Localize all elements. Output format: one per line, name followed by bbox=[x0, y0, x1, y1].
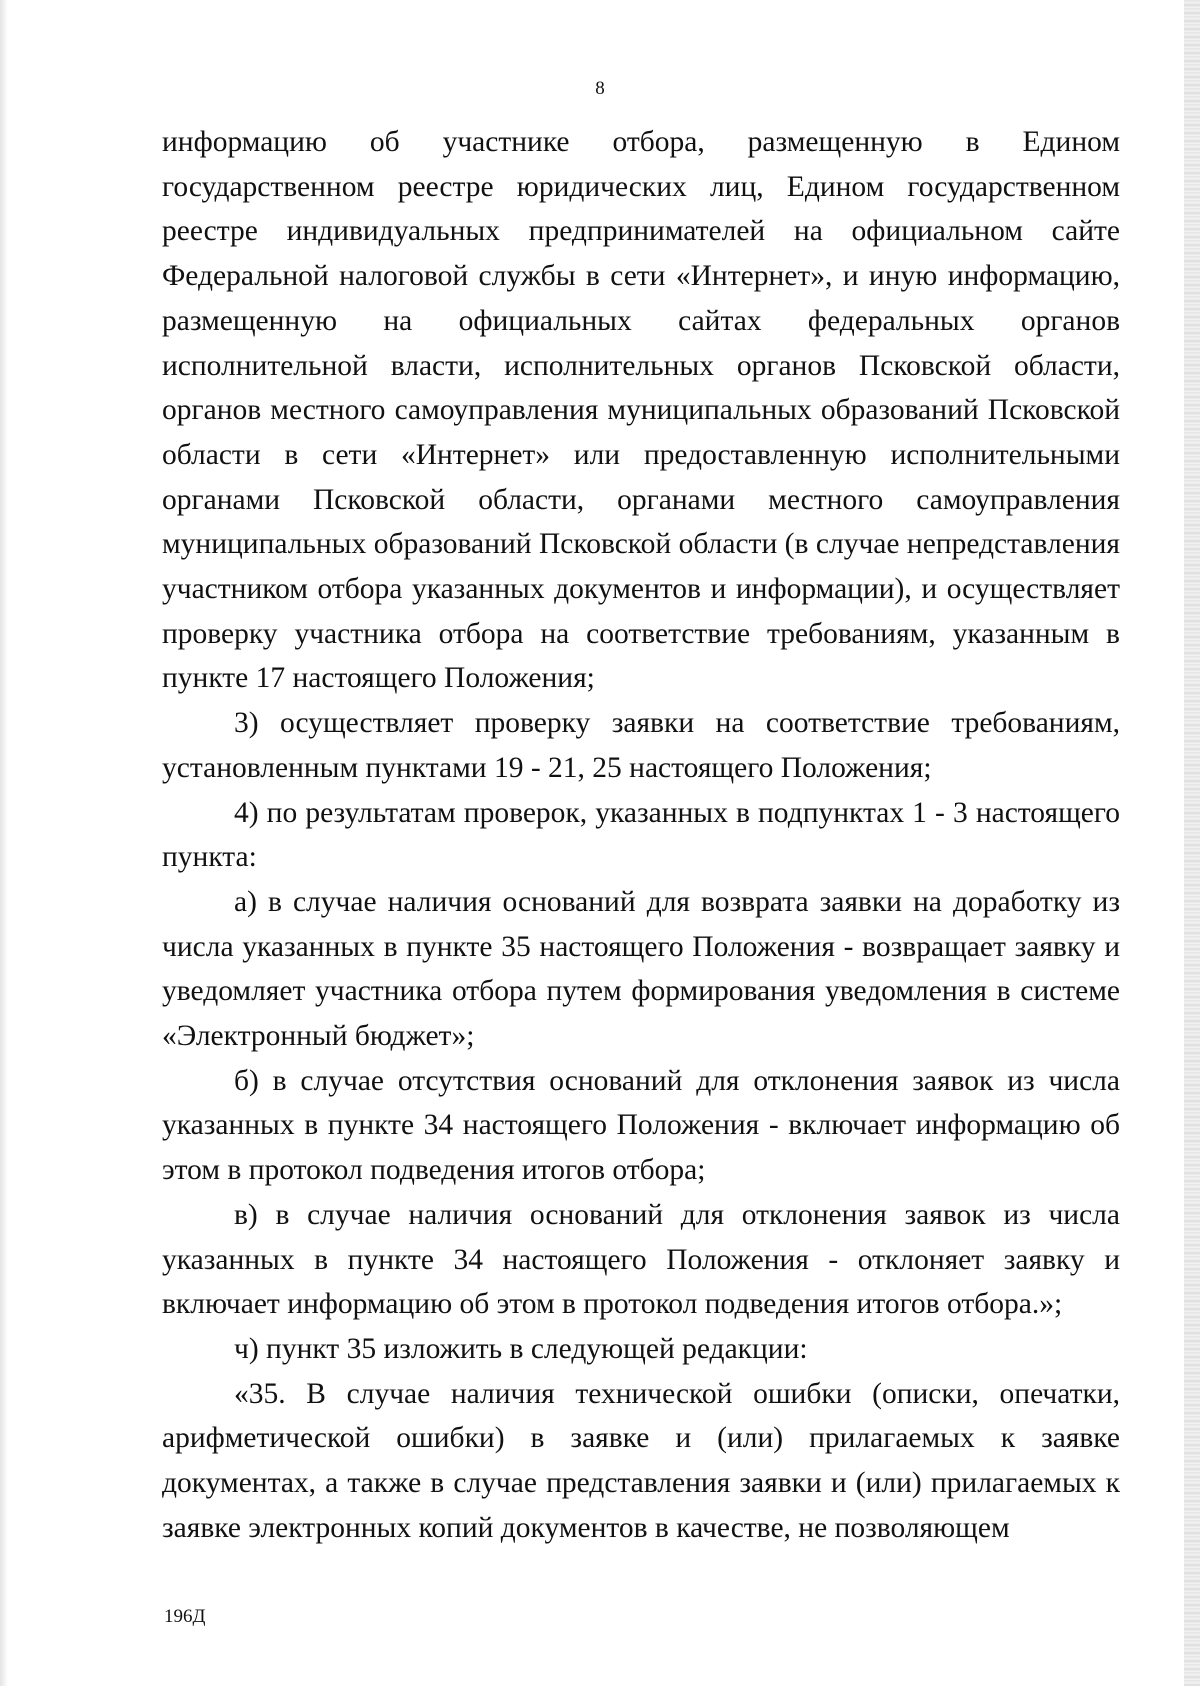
scan-edge-left bbox=[0, 0, 8, 1686]
page-number: 8 bbox=[595, 78, 605, 99]
paragraph-clause-35: «35. В случае наличия технической ошибки (описки, опечатки, арифметической ошибки) в заявке и (или) прилагаемых к заявке документах, а также в случае представления заявки и (или) прилагаемых к заявке электронных копий документов в качестве, не позволяющем bbox=[162, 1377, 1120, 1544]
document-body bbox=[162, 120, 1120, 1551]
paragraph-item-ch: ч) пункт 35 изложить в следующей редакции: bbox=[234, 1332, 808, 1365]
document-code: 196Д bbox=[164, 1606, 206, 1627]
scan-edge-right bbox=[1184, 0, 1200, 1686]
paragraph-subitem-b: б) в случае отсутствия оснований для отклонения заявок из числа указанных в пункте 34 настоящего Положения - включает информацию об этом в протокол подведения итогов отбора; bbox=[162, 1064, 1120, 1187]
paragraph-continuation: информацию об участнике отбора, размещенную в Едином государственном реестре юридических лиц, Едином государственном реестре индивидуальных предпринимателей на официальном сайте Федеральной налоговой службы в сети «Интернет», и иную информацию, размещенную на официальных сайтах федеральных органов исполнительной власти, исполнительных органов Псковской области, органов местного самоуправления муниципальных образований Псковской области в сети «Интернет» или предоставленную исполнительными органами Псковской области, органами местного самоуправления муниципальных образований Псковской области (в случае непредставления участником отбора указанных документов и информации), и осуществляет проверку участника отбора на соответствие требованиям, указанным в пункте 17 настоящего Положения; bbox=[162, 126, 1120, 695]
paragraph-subitem-v: в) в случае наличия оснований для отклонения заявок из числа указанных в пункте 34 настоящего Положения - отклоняет заявку и включает информацию об этом в протокол подведения итогов отбора.»; bbox=[162, 1198, 1120, 1321]
paragraph-item-4: 4) по результатам проверок, указанных в подпунктах 1 - 3 настоящего пункта: bbox=[162, 796, 1120, 874]
paragraph-item-3: 3) осуществляет проверку заявки на соответствие требованиям, установленным пунктами 19 - 21, 25 настоящего Положения; bbox=[162, 707, 1120, 784]
paragraph-subitem-a: а) в случае наличия оснований для возврата заявки на доработку из числа указанных в пункте 35 настоящего Положения - возвращает заявку и уведомляет участника отбора путем формирования уведомления в системе «Электронный бюджет»; bbox=[162, 885, 1120, 1053]
